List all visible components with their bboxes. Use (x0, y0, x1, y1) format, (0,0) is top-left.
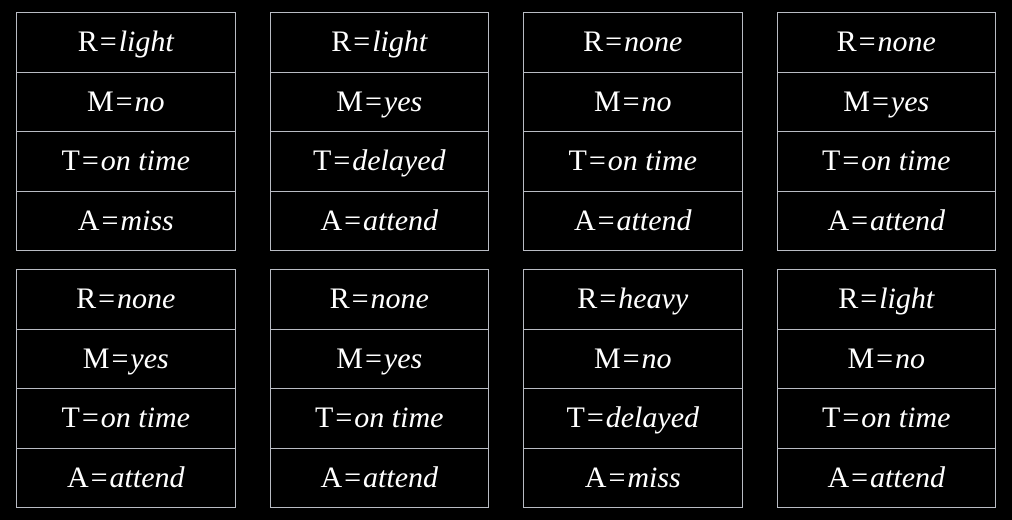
card-row (271, 449, 489, 508)
attribute-value: light (118, 25, 174, 59)
attribute-value: attend (109, 460, 185, 494)
attribute-value: no (134, 84, 165, 118)
card-row (17, 330, 235, 390)
attribute-value: no (641, 84, 672, 118)
card-row (271, 13, 489, 73)
equals-sign: = (842, 144, 860, 178)
attribute-value: attend (870, 460, 946, 494)
attribute-value: no (641, 341, 672, 375)
attribute-card (523, 269, 743, 508)
attribute-value: light (372, 25, 428, 59)
attribute-card (523, 12, 743, 251)
attribute-value: none (624, 25, 683, 59)
card-row (17, 73, 235, 133)
card-row (271, 73, 489, 133)
equals-sign: = (599, 282, 617, 316)
equals-sign: = (608, 460, 626, 494)
attribute-key: R (331, 25, 352, 59)
attribute-value: yes (130, 341, 169, 375)
equals-sign: = (364, 84, 382, 118)
equals-sign: = (851, 203, 869, 237)
equals-sign: = (353, 25, 371, 59)
attribute-key: A (573, 203, 596, 237)
card-row (271, 270, 489, 330)
card-row (524, 389, 742, 449)
attribute-value: none (877, 25, 936, 59)
attribute-key: T (822, 144, 841, 178)
card-row (271, 132, 489, 192)
card-row (778, 270, 996, 330)
attribute-value: attend (363, 203, 439, 237)
equals-sign: = (98, 282, 116, 316)
attribute-key: A (77, 203, 100, 237)
attribute-card (16, 12, 236, 251)
card-row (17, 13, 235, 73)
equals-sign: = (81, 401, 99, 435)
equals-sign: = (333, 144, 351, 178)
card-row (17, 192, 235, 251)
equals-sign: = (364, 341, 382, 375)
attribute-key: M (336, 341, 363, 375)
attribute-card (777, 12, 997, 251)
card-row (524, 270, 742, 330)
attribute-value: none (117, 282, 176, 316)
card-row (778, 330, 996, 390)
equals-sign: = (90, 460, 108, 494)
equals-sign: = (111, 341, 129, 375)
attribute-value: on time (861, 144, 951, 178)
equals-sign: = (871, 84, 889, 118)
card-row (778, 13, 996, 73)
attribute-card (777, 269, 997, 508)
equals-sign: = (588, 144, 606, 178)
card-row (17, 270, 235, 330)
attribute-value: on time (354, 401, 444, 435)
attribute-value: no (895, 341, 926, 375)
equals-sign: = (842, 401, 860, 435)
attribute-key: T (315, 401, 334, 435)
equals-sign: = (851, 460, 869, 494)
attribute-key: A (827, 460, 850, 494)
equals-sign: = (351, 282, 369, 316)
card-row (778, 192, 996, 251)
card-row (524, 132, 742, 192)
attribute-key: R (838, 282, 859, 316)
attribute-key: R (836, 25, 857, 59)
attribute-key: T (312, 144, 332, 178)
attribute-key: R (583, 25, 604, 59)
attribute-key: M (843, 84, 870, 118)
card-row (17, 449, 235, 508)
attribute-value: miss (627, 460, 681, 494)
card-row (524, 449, 742, 508)
attribute-key: T (61, 401, 80, 435)
attribute-key: M (593, 84, 621, 118)
attribute-value: yes (383, 341, 423, 375)
attribute-key: T (61, 144, 80, 178)
card-row (271, 192, 489, 251)
attribute-value: delayed (605, 401, 700, 435)
attribute-key: M (82, 341, 110, 375)
equals-sign: = (586, 401, 604, 435)
attribute-card (270, 269, 490, 508)
equals-sign: = (344, 203, 362, 237)
equals-sign: = (99, 25, 117, 59)
attribute-key: A (584, 460, 607, 494)
equals-sign: = (860, 282, 878, 316)
attribute-key: T (566, 401, 585, 435)
attribute-value: yes (383, 84, 423, 118)
card-row (271, 389, 489, 449)
attribute-value: delayed (352, 144, 446, 178)
equals-sign: = (605, 25, 623, 59)
equals-sign: = (876, 341, 894, 375)
attribute-value: on time (100, 401, 190, 435)
attribute-key: R (329, 282, 350, 316)
attribute-key: M (847, 341, 875, 375)
equals-sign: = (597, 203, 615, 237)
card-row (778, 132, 996, 192)
equals-sign: = (622, 341, 640, 375)
equals-sign: = (115, 84, 133, 118)
attribute-card (270, 12, 490, 251)
attribute-value: attend (870, 203, 946, 237)
equals-sign: = (858, 25, 876, 59)
attribute-key: A (66, 460, 89, 494)
attribute-value: attend (363, 460, 439, 494)
attribute-key: A (827, 203, 850, 237)
attribute-value: none (370, 282, 429, 316)
card-row (524, 192, 742, 251)
card-row (778, 389, 996, 449)
card-row (524, 13, 742, 73)
attribute-value: light (879, 282, 935, 316)
attribute-key: A (320, 460, 343, 494)
attribute-key: R (76, 282, 97, 316)
equals-sign: = (344, 460, 362, 494)
attribute-value: on time (100, 144, 190, 178)
card-row (778, 449, 996, 508)
card-row (271, 330, 489, 390)
attribute-key: R (77, 25, 98, 59)
attribute-key: M (336, 84, 363, 118)
attribute-key: A (320, 203, 343, 237)
attribute-card (16, 269, 236, 508)
attribute-value: attend (616, 203, 692, 237)
attribute-value: on time (607, 144, 697, 178)
attribute-value: yes (890, 84, 930, 118)
card-row (17, 132, 235, 192)
equals-sign: = (101, 203, 119, 237)
attribute-value: heavy (618, 282, 689, 316)
attribute-key: R (577, 282, 598, 316)
card-row (524, 330, 742, 390)
card-row (17, 389, 235, 449)
attribute-key: M (86, 84, 114, 118)
card-row (778, 73, 996, 133)
attribute-value: miss (120, 203, 174, 237)
equals-sign: = (81, 144, 99, 178)
card-row (524, 73, 742, 133)
attribute-key: T (568, 144, 587, 178)
equals-sign: = (622, 84, 640, 118)
equals-sign: = (335, 401, 353, 435)
attribute-value: on time (861, 401, 951, 435)
attribute-key: T (822, 401, 841, 435)
attribute-key: M (593, 341, 621, 375)
